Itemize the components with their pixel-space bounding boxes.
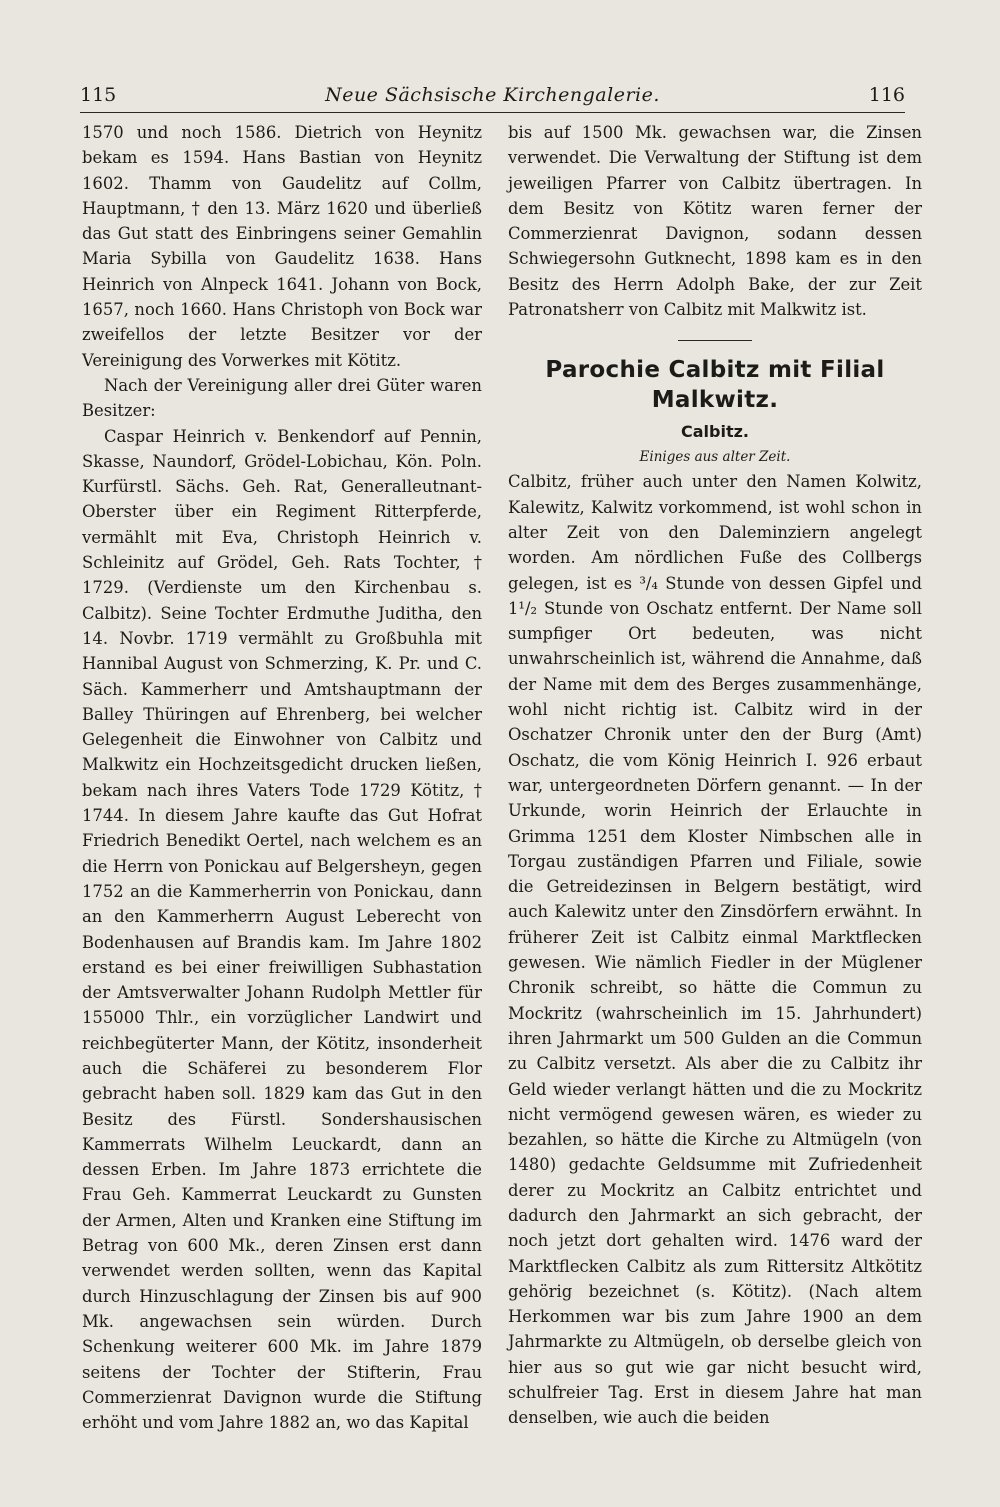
section-title: Parochie Calbitz mit Filial Malkwitz. <box>545 357 885 414</box>
right-body-paragraph: Calbitz, früher auch unter den Namen Kolwitz, Kalewitz, Kalwitz vorkommend, ist wohl schon in alter Zeit von den Daleminziern angelegt worden. Am nördlichen Fuße des Collbergs gelegen, ist es ³/₄ Stunde von dessen Gipfel und 1¹/₂ Stunde von Oschatz entfernt. Der Name soll sumpfiger Ort bedeuten, was nicht unwahrscheinlich ist, während die Annahme, daß der Name mit dem des Berges zusammenhänge, wohl nicht richtig ist. Calbitz wird in der Oschatzer Chronik unter den der Burg (Amt) Oschatz, die vom König Heinrich I. 926 erbaut war, untergeordneten Dörfern genannt. — In der Urkunde, worin Heinrich der Erlauchte in Grimma 1251 dem Kloster Nimbschen alle in Torgau zuständigen Pfarren und Filiale, sowie die Getreidezinsen in Belgern bestätigt, wird auch Kalewitz unter den Zinsdörfern erwähnt. In früherer Zeit ist Calbitz einmal Marktflecken gewesen. Wie nämlich Fiedler in der Müglener Chronik schreibt, so hätte die Commun zu Mockritz (wahrscheinlich im 15. Jahrhundert) ihren Jahrmarkt um 500 Gulden an die Commun zu Calbitz versetzt. Als aber die zu Calbitz ihr Geld wieder verlangt hätten und die zu Mockritz nicht vermögend gewesen wären, es wieder zu bezahlen, so hätte die Kirche zu Altmügeln (von 1480) gedachte Geldsumme mit Zufriedenheit derer zu Mockritz an Calbitz entrichtet und dadurch den Jahrmarkt an sich gebracht, der noch jetzt dort gehalten wird. 1476 ward der Marktflecken Calbitz als zum Rittersitz Altkötitz gehörig bezeichnet (s. Kötitz). (Nach altem Herkommen war bis zum Jahre 1900 an dem Jahrmarkte zu Altmügeln, ob derselbe gleich von hier aus so gut wie gar nicht besucht wird, schulfreier Tag. Erst in diesem Jahre hat man denselben, wie auch die beiden <box>508 472 922 1428</box>
section-divider <box>678 340 752 341</box>
running-title: Neue Sächsische Kirchengalerie. <box>325 84 660 106</box>
left-paragraph-2: Nach der Vereinigung aller drei Güter waren Besitzer: <box>82 375 482 421</box>
left-paragraph-3: Caspar Heinrich v. Benkendorf auf Pennin, Skasse, Naundorf, Grödel-Lobichau, Kön. Poln. Kurfürstl. Sächs. Geh. Rat, Generalleutnant-Oberster über ein Regiment Ritterpferde, vermählt mit Eva, Christoph Heinrich v. Schleinitz auf Grödel, Geh. Rats Tochter, † 1729. (Verdienste um den Kirchenbau s. Calbitz). Seine Tochter Erdmuthe Juditha, den 14. Novbr. 1719 vermählt zu Großbuhla mit Hannibal August von Schmerzing, K. Pr. und C. Säch. Kammerherr und Amtshauptmann der Balley Thüringen auf Ehrenberg, bei welcher Gelegenheit die Einwohner von Calbitz und Malkwitz ein Hochzeitsgedicht drucken ließen, bekam nach ihres Vaters Tode 1729 Kötitz, † 1744. In diesem Jahre kaufte das Gut Hofrat Friedrich Benedikt Oertel, nach welchem es an die Herrn von Ponickau auf Belgersheyn, gegen 1752 an die Kammerherrin von Ponickau, dann an den Kammerherrn August Leberecht von Bodenhausen auf Brandis kam. Im Jahre 1802 erstand es bei einer freiwilligen Subhastation der Amtsverwalter Johann Rudolph Mettler für 155000 Thlr., ein vorzüglicher Landwirt und reichbegüterter Mann, der Kötitz, insonderheit auch die Schäferei zu besonderem Flor gebracht haben soll. 1829 kam das Gut in den Besitz des Fürstl. Sondershausischen Kammerrats Wilhelm Leuckardt, dann an dessen Erben. Im Jahre 1873 errichtete die Frau Geh. Kammerrat Leuckardt zu Gunsten der Armen, Alten und Kranken eine Stiftung im Betrag von 600 Mk., deren Zinsen erst dann verwendet werden sollten, wenn das Kapital durch Hinzuschlagung der Zinsen bis auf 900 Mk. angewachsen sein würden. Durch Schenkung weiterer 600 Mk. im Jahre 1879 seitens der Tochter der Stifterin, Frau Commerzienrat Davignon wurde die Stiftung erhöht und vom Jahre 1882 an, wo das Kapital <box>82 426 482 1433</box>
left-page-number: 115 <box>80 84 117 106</box>
section-subsubtitle: Einiges aus alter Zeit. <box>639 449 791 466</box>
right-intro-paragraph: bis auf 1500 Mk. gewachsen war, die Zinsen verwendet. Die Verwaltung der Stiftung ist dem jeweiligen Pfarrer von Calbitz übertragen. In dem Besitz von Kötitz waren ferner der Commerzienrat Davignon, sodann dessen Schwiegersohn Gutknecht, 1898 kam es in den Besitz des Herrn Adolph Bake, der zur Zeit Patronatsherr von Calbitz mit Malkwitz ist. <box>508 123 922 320</box>
left-column <box>82 120 482 1435</box>
section-subtitle: Calbitz. <box>681 422 749 442</box>
right-page-number: 116 <box>868 84 905 106</box>
page-header <box>80 84 905 113</box>
right-column <box>508 120 922 1431</box>
left-paragraph-1: 1570 und noch 1586. Dietrich von Heynitz bekam es 1594. Hans Bastian von Heynitz 1602. Thamm von Gaudelitz auf Collm, Hauptmann, † den 13. März 1620 und überließ das Gut statt des Einbringens seiner Gemahlin Maria Sybilla von Gaudelitz 1638. Hans Heinrich von Alnpeck 1641. Johann von Bock, 1657, noch 1660. Hans Christoph von Bock war zweifellos der letzte Besitzer vor der Vereinigung des Vorwerkes mit Kötitz. <box>82 123 482 370</box>
